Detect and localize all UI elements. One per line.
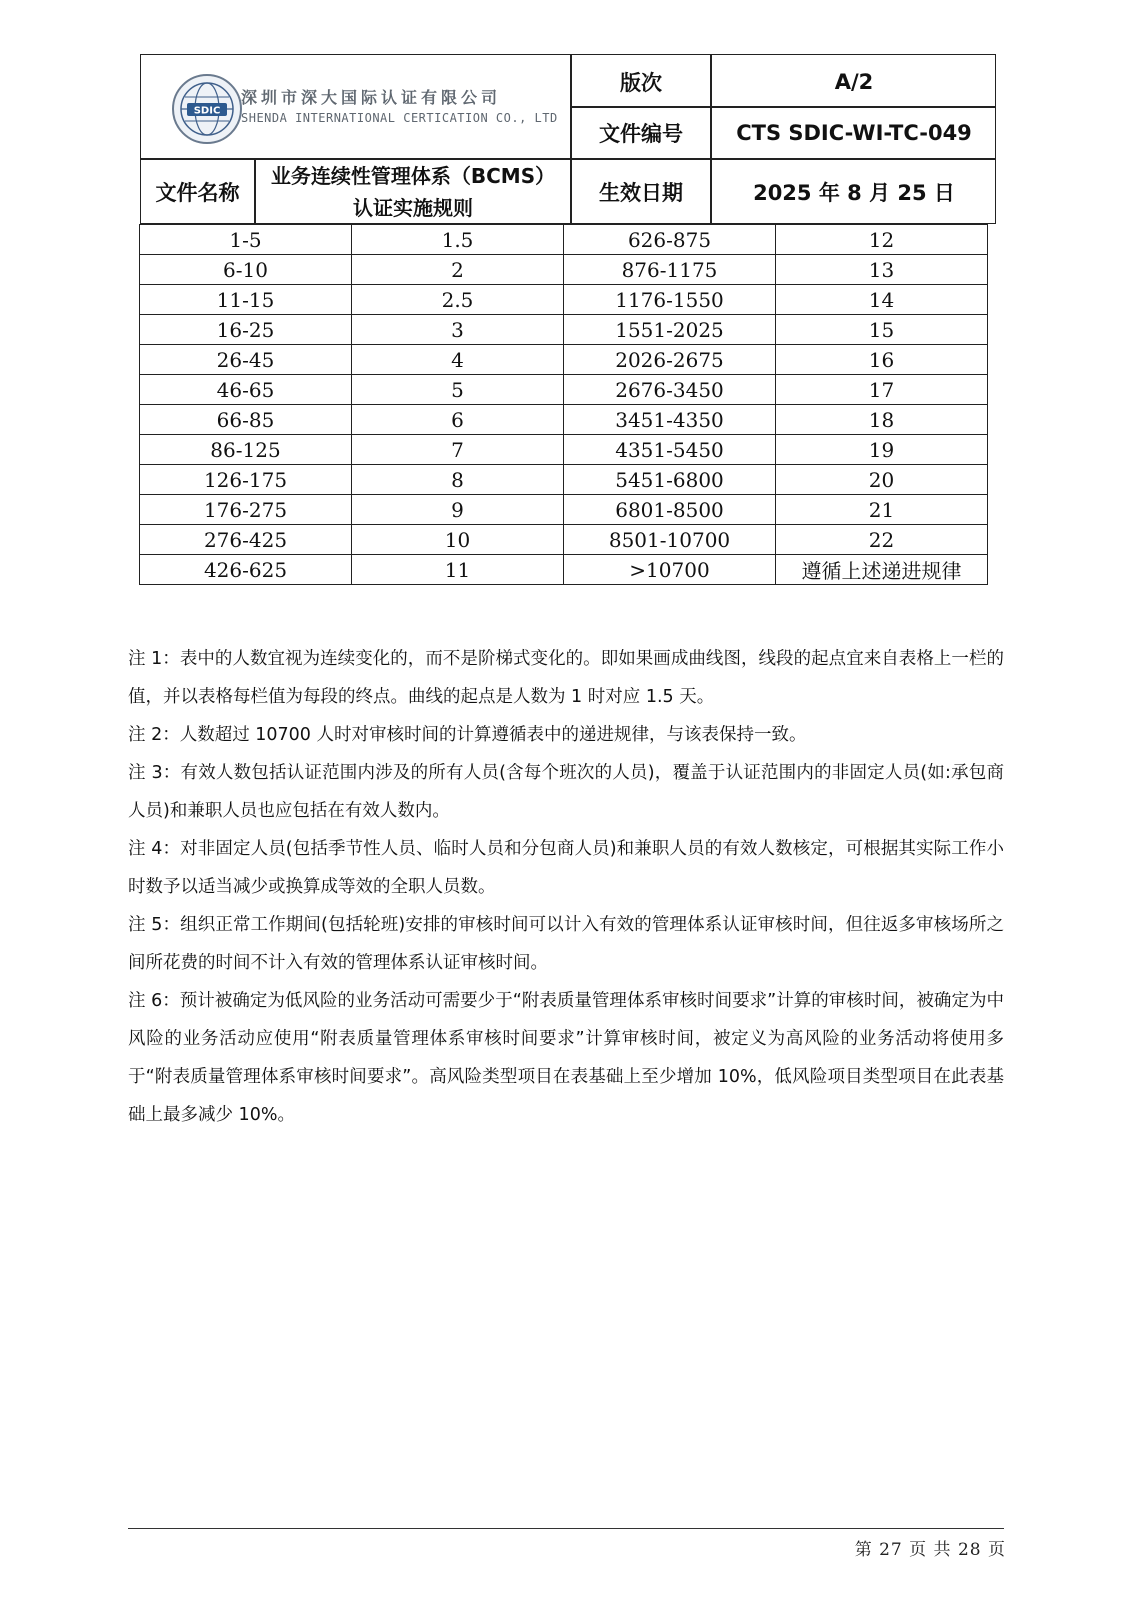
table-cell: >10700 bbox=[564, 555, 776, 585]
document-header bbox=[140, 54, 996, 224]
table-row bbox=[140, 465, 988, 495]
table-cell: 遵循上述递进规律 bbox=[776, 555, 988, 585]
table-cell: 5 bbox=[352, 375, 564, 405]
table-cell: 8501-10700 bbox=[564, 525, 776, 555]
docno-value: CTS SDIC-WI-TC-049 bbox=[736, 121, 972, 145]
table-cell: 13 bbox=[776, 255, 988, 285]
table-cell: 12 bbox=[776, 225, 988, 255]
table-row bbox=[140, 495, 988, 525]
company-logo bbox=[171, 73, 591, 149]
table-cell: 7 bbox=[352, 435, 564, 465]
audit-time-table bbox=[139, 224, 988, 585]
table-row bbox=[140, 375, 988, 405]
table-cell: 16-25 bbox=[140, 315, 352, 345]
table-cell: 876-1175 bbox=[564, 255, 776, 285]
company-name-en: SHENDA INTERNATIONAL CERTICATION CO., LTD bbox=[241, 111, 558, 125]
table-cell: 126-175 bbox=[140, 465, 352, 495]
table-body bbox=[140, 225, 988, 585]
sdic-globe-icon bbox=[171, 73, 243, 145]
docname-label: 文件名称 bbox=[155, 181, 240, 205]
table-row bbox=[140, 255, 988, 285]
table-cell: 6801-8500 bbox=[564, 495, 776, 525]
table-row bbox=[140, 405, 988, 435]
company-name-cn: 深圳市深大国际认证有限公司 bbox=[241, 88, 502, 107]
note-paragraph: 注 2：人数超过 10700 人时对审核时间的计算遵循表中的递进规律，与该表保持一致。 bbox=[128, 725, 807, 745]
table-cell: 18 bbox=[776, 405, 988, 435]
footer-divider bbox=[128, 1528, 1004, 1529]
table-cell: 4351-5450 bbox=[564, 435, 776, 465]
note-paragraph: 注 3：有效人数包括认证范围内涉及的所有人员(含每个班次的人员)，覆盖于认证范围内的非固定人员(如:承包商人员)和兼职人员也应包括在有效人数内。 bbox=[128, 763, 1004, 821]
table-cell: 2026-2675 bbox=[564, 345, 776, 375]
table-cell: 11 bbox=[352, 555, 564, 585]
table-cell: 21 bbox=[776, 495, 988, 525]
logo-text: SDIC bbox=[193, 105, 221, 117]
table-cell: 26-45 bbox=[140, 345, 352, 375]
table-cell: 22 bbox=[776, 525, 988, 555]
effective-label: 生效日期 bbox=[599, 181, 683, 205]
table-cell: 16 bbox=[776, 345, 988, 375]
table-cell: 6 bbox=[352, 405, 564, 435]
table-cell: 15 bbox=[776, 315, 988, 345]
table-cell: 1.5 bbox=[352, 225, 564, 255]
effective-value: 2025 年 8 月 25 日 bbox=[753, 181, 955, 205]
note-paragraph: 注 4：对非固定人员(包括季节性人员、临时人员和分包商人员)和兼职人员的有效人数核定，可根据其实际工作小时数予以适当减少或换算成等效的全职人员数。 bbox=[128, 839, 1004, 897]
docname-value: 业务连续性管理体系（BCMS）认证实施规则 bbox=[270, 164, 556, 220]
table-row bbox=[140, 315, 988, 345]
table-cell: 3451-4350 bbox=[564, 405, 776, 435]
version-label: 版次 bbox=[620, 71, 662, 95]
table-cell: 3 bbox=[352, 315, 564, 345]
table-cell: 11-15 bbox=[140, 285, 352, 315]
table-row bbox=[140, 345, 988, 375]
note-paragraph: 注 1：表中的人数宜视为连续变化的，而不是阶梯式变化的。即如果画成曲线图，线段的起点宜来自表格上一栏的值，并以表格每栏值为每段的终点。曲线的起点是人数为 1 时对应 1.5 天。 bbox=[128, 649, 1004, 707]
table-row bbox=[140, 285, 988, 315]
table-cell: 176-275 bbox=[140, 495, 352, 525]
table-cell: 1176-1550 bbox=[564, 285, 776, 315]
table-cell: 20 bbox=[776, 465, 988, 495]
table-cell: 4 bbox=[352, 345, 564, 375]
table-cell: 9 bbox=[352, 495, 564, 525]
table-cell: 14 bbox=[776, 285, 988, 315]
page-number: 第 27 页 共 28 页 bbox=[854, 1540, 1006, 1560]
table-cell: 17 bbox=[776, 375, 988, 405]
table-row bbox=[140, 225, 988, 255]
table-cell: 8 bbox=[352, 465, 564, 495]
note-paragraph: 注 6：预计被确定为低风险的业务活动可需要少于“附表质量管理体系审核时间要求”计算的审核时间，被确定为中风险的业务活动应使用“附表质量管理体系审核时间要求”计算审核时间，被定义为高风险的业务活动将使用多于“附表质量管理体系审核时间要求”。高风险类型项目在表基础上至少增加 10%，低风险项目类型项目在此表基础上最多减少 10%。 bbox=[128, 991, 1004, 1125]
version-value: A/2 bbox=[834, 70, 874, 94]
table-cell: 626-875 bbox=[564, 225, 776, 255]
notes-section bbox=[128, 640, 1004, 1134]
table-cell: 2676-3450 bbox=[564, 375, 776, 405]
table-cell: 1-5 bbox=[140, 225, 352, 255]
table-cell: 6-10 bbox=[140, 255, 352, 285]
table-cell: 2.5 bbox=[352, 285, 564, 315]
table-cell: 2 bbox=[352, 255, 564, 285]
table-cell: 86-125 bbox=[140, 435, 352, 465]
note-paragraph: 注 5：组织正常工作期间(包括轮班)安排的审核时间可以计入有效的管理体系认证审核时间，但往返多审核场所之间所花费的时间不计入有效的管理体系认证审核时间。 bbox=[128, 915, 1004, 973]
table-row bbox=[140, 435, 988, 465]
table-cell: 5451-6800 bbox=[564, 465, 776, 495]
table-cell: 46-65 bbox=[140, 375, 352, 405]
table-cell: 19 bbox=[776, 435, 988, 465]
table-cell: 10 bbox=[352, 525, 564, 555]
table-cell: 1551-2025 bbox=[564, 315, 776, 345]
table-row bbox=[140, 555, 988, 585]
table-cell: 66-85 bbox=[140, 405, 352, 435]
table-cell: 426-625 bbox=[140, 555, 352, 585]
docno-label: 文件编号 bbox=[599, 122, 683, 146]
table-cell: 276-425 bbox=[140, 525, 352, 555]
table-row bbox=[140, 525, 988, 555]
